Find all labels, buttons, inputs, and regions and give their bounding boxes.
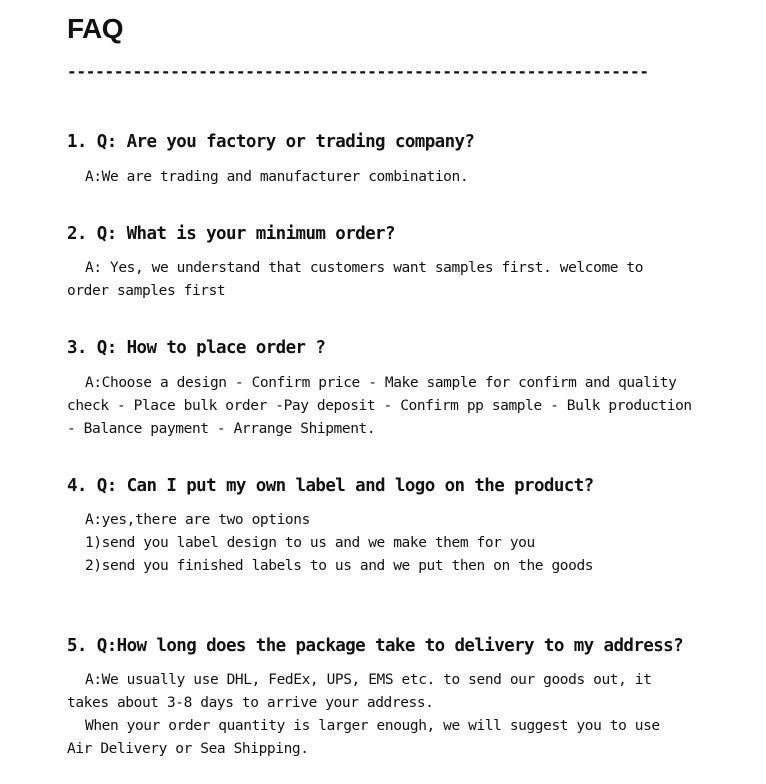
answer-line: A:yes,there are two options <box>85 512 310 528</box>
faq-answer-4 <box>67 509 679 578</box>
answer-line: A: Yes, we understand that customers want samples first. welcome to <box>85 260 644 276</box>
answer-line: 1)send you label design to us and we make them for you <box>85 535 535 551</box>
page-title: FAQ <box>67 13 124 44</box>
answer-line: When your order quantity is larger enough, we will suggest you to use <box>85 718 660 734</box>
faq-answer-2 <box>67 257 679 303</box>
answer-line: A:Choose a design - Confirm price - Make sample for confirm and quality <box>85 375 677 391</box>
faq-answer-3 <box>67 372 692 441</box>
divider-line: -------------------------------------------------------------- <box>67 62 649 81</box>
answer-line: A:We usually use DHL, FedEx, UPS, EMS etc. to send our goods out, it <box>85 672 652 688</box>
answer-line: order samples first <box>67 283 226 299</box>
answer-line: - Balance payment - Arrange Shipment. <box>67 421 376 437</box>
answer-line: A:We are trading and manufacturer combination. <box>85 169 469 185</box>
faq-question-2: 2. Q: What is your minimum order? <box>67 224 395 244</box>
faq-answer-5 <box>67 669 679 761</box>
answer-line: Air Delivery or Sea Shipping. <box>67 741 309 757</box>
faq-question-3: 3. Q: How to place order ? <box>67 338 326 358</box>
answer-line: check - Place bulk order -Pay deposit - Confirm pp sample - Bulk production <box>67 398 692 414</box>
answer-line: 2)send you finished labels to us and we put then on the goods <box>85 558 594 574</box>
answer-line: takes about 3-8 days to arrive your address. <box>67 695 434 711</box>
faq-question-5: 5. Q:How long does the package take to delivery to my address? <box>67 636 684 656</box>
faq-question-4: 4. Q: Can I put my own label and logo on the product? <box>67 476 594 496</box>
faq-answer-1 <box>67 166 679 189</box>
faq-question-1: 1. Q: Are you factory or trading company? <box>67 132 475 152</box>
